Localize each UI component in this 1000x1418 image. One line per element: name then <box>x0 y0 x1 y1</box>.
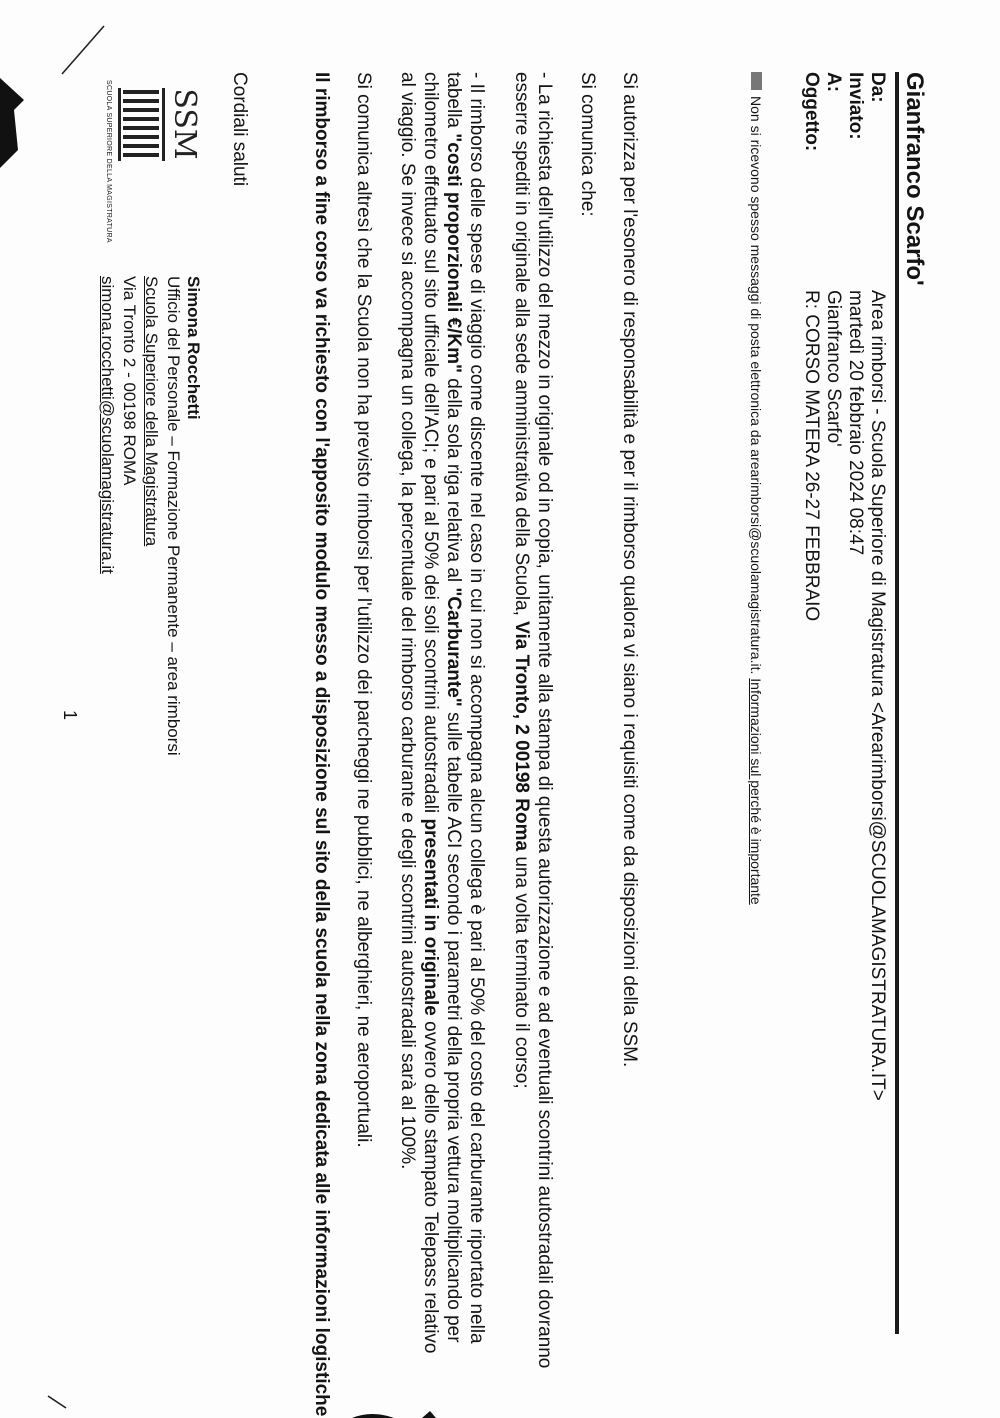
from-label: Da: <box>867 72 888 103</box>
sent-value: martedì 20 febbraio 2024 08:47 <box>845 290 866 556</box>
logo-text: SSM <box>167 88 202 160</box>
logo-caption: SCUOLA SUPERIORE DELLA MAGISTRATURA <box>105 80 112 243</box>
from-value: Area rimborsi - Scuola Superiore di Magistratura <Arearimborsi@SCUOLAMAGISTRATURA.IT> <box>867 290 888 1101</box>
logo-columns-graphic <box>118 88 165 161</box>
body-paragraph-request <box>510 72 556 1372</box>
notice-text: Non si ricevono spesso messaggi di posta elettronica da arearimborsi@scuolamagistratura.it. <box>748 96 764 675</box>
to-label: A: <box>823 72 844 93</box>
reimb-text-4: ovvero dello stampato Telepass relativo al viaggio. Se invece si accompagna un collega, la percentuale del rimborso carburante e degli scontrini autostradali sarà al 100%. <box>397 72 441 1354</box>
reimb-costs-label: "costi proporzionali €/Km" <box>443 133 464 373</box>
body-paragraph-authorization: Si autorizza per l'esonero di responsabilità e per il rimborso qualora vi siano i requisiti come da disposizioni della SSM. <box>619 72 640 1068</box>
signature-office: Ufficio del Personale – Formazione Permanente – area rimborsi <box>164 276 183 756</box>
closing-greeting: Cordiali saluti <box>229 72 250 187</box>
reimb-text-3: sulle tabelle ACI secondo i parametri della propria vettura moltiplicando per chilometro effettuato sul sito ufficiale dell'ACI; e pari al 50% dei soli scontrini autostradali <box>420 72 464 1343</box>
body-paragraph-intro: Si comunica che: <box>577 72 598 217</box>
request-text: - La richiesta dell'utilizzo del mezzo in originale od in copia, unitamente alla stampa di questa autorizzazione e ad eventuali scontrini autostradali dovranno esserre spediti in originale alla sede amministrativa della Scuola, <box>511 72 555 1369</box>
signature-email-link[interactable]: simona.rocchetti@scuolamagistratura.it <box>98 276 117 574</box>
reimb-text-2: della sola riga relativa al <box>443 378 464 583</box>
request-address: Via Tronto, 2 00198 Roma <box>511 621 532 852</box>
to-value: Gianfranco Scarfo' <box>823 290 844 447</box>
notice-indicator <box>751 72 762 90</box>
reimb-original-label: presentati in originale <box>420 818 441 1016</box>
body-paragraph-form: Il rimborso a fine corso va richiesto con l'apposito modulo messo a disposizione sul sito della scuola nella zona dedicata alle informazioni logistiche <box>311 72 332 1417</box>
sender-name: Gianfranco Scarfo' <box>901 72 928 286</box>
notice-link[interactable]: Informazioni sul perché è importante <box>748 678 764 905</box>
subject-value: R: CORSO MATERA 26-27 FEBBRAIO <box>801 290 822 622</box>
subject-label: Oggetto: <box>801 72 822 152</box>
signature-address: Via Tronto 2 - 00198 ROMA <box>120 276 139 486</box>
reimb-text-1: - Il rimborso delle spese di viaggio come discente nel caso in cui non si accompagna alcun collega è pari al 50% del costo del carburante riportato nella tabella <box>443 72 487 1344</box>
ssm-logo <box>110 82 205 167</box>
header-divider <box>895 72 899 1334</box>
body-paragraph-parking: Si comunica altresì che la Scuola non ha previsto rimborsi per l'utilizzo dei parcheggi ne pubblici, ne alberghieri, ne aeroportuali. <box>353 72 374 1148</box>
request-text-end: una volta terminato il corso; <box>511 856 532 1089</box>
signature-name: Simona Rocchetti <box>184 276 203 420</box>
signature-school-link[interactable]: Scuola Superiore della Magistratura <box>142 276 161 547</box>
body-paragraph-reimbursement <box>396 72 488 1372</box>
reimb-fuel-label: "Carburante" <box>443 587 464 707</box>
sent-label: Inviato: <box>845 72 866 140</box>
external-sender-notice <box>748 96 764 905</box>
page-number: 1 <box>60 710 80 721</box>
